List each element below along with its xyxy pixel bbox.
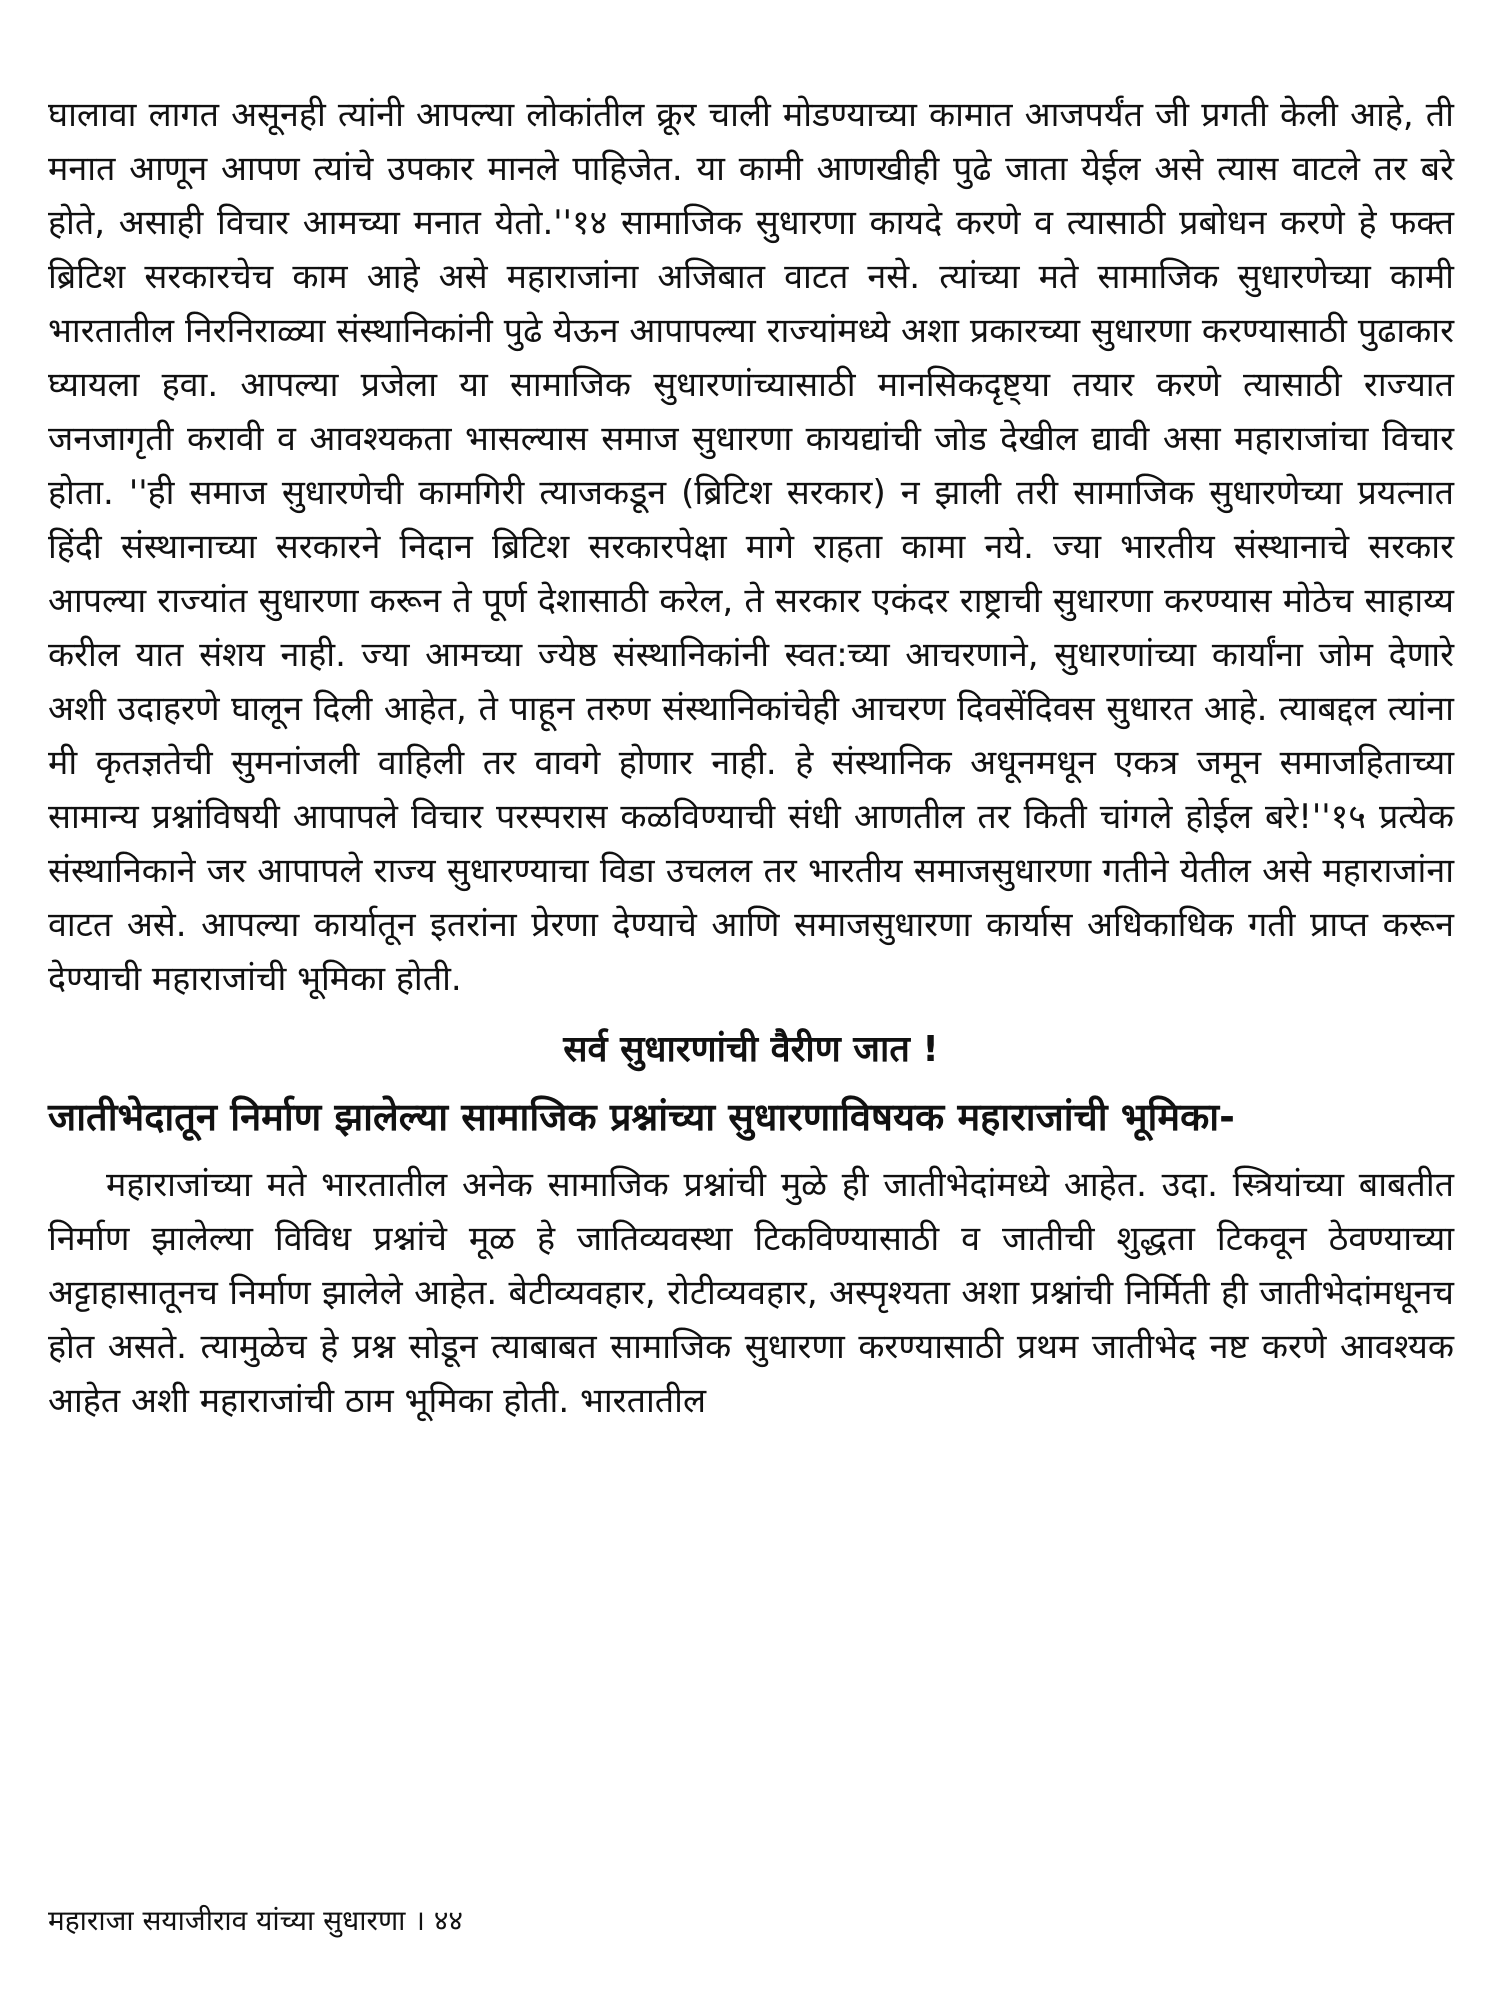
body-paragraph-1: घालावा लागत असूनही त्यांनी आपल्या लोकांतील क्रूर चाली मोडण्याच्या कामात आजपर्यंत जी प्रगती केली आहे, ती मनात आणून आपण त्यांचे उपकार मानले पाहिजेत. या कामी आणखीही पुढे जाता येईल असे त्यास वाटले तर बरे होते, असाही विचार आमच्या मनात येतो.''१४ सामाजिक सुधारणा कायदे करणे व त्यासाठी प्रबोधन करणे हे फक्त ब्रिटिश सरकारचेच काम आहे असे महाराजांना अजिबात वाटत नसे. त्यांच्या मते सामाजिक सुधारणेच्या कामी भारतातील निरनिराळ्या संस्थानिकांनी पुढे येऊन आपापल्या राज्यांमध्ये अशा प्रकारच्या सुधारणा करण्यासाठी पुढाकार घ्यायला हवा. आपल्या प्रजेला या सामाजिक सुधारणांच्यासाठी मानसिकदृष्ट्या तयार करणे त्यासाठी राज्यात जनजागृती करावी व आवश्यकता भासल्यास समाज सुधारणा कायद्यांची जोड देखील द्यावी असा महाराजांचा विचार होता. ''ही समाज सुधारणेची कामगिरी त्याजकडून (ब्रिटिश सरकार) न झाली तरी सामाजिक सुधारणेच्या प्रयत्नात हिंदी संस्थानाच्या सरकारने निदान ब्रिटिश सरकारपेक्षा मागे राहता कामा नये. ज्या भारतीय संस्थानाचे सरकार आपल्या राज्यांत सुधारणा करून ते पूर्ण देशासाठी करेल, ते सरकार एकंदर राष्ट्राची सुधारणा करण्यास मोठेच साहाय्य करील यात संशय नाही. ज्या आमच्या ज्येष्ठ संस्थानिकांनी स्वत:च्या आचरणाने, सुधारणांच्या कार्यांना जोम देणारे अशी उदाहरणे घालून दिली आहेत, ते पाहून तरुण संस्थानिकांचेही आचरण दिवसेंदिवस सुधारत आहे. त्याबद्दल त्यांना मी कृतज्ञतेची सुमनांजली वाहिली तर वावगे होणार नाही. हे संस्थानिक अधूनमधून एकत्र जमून समाजहिताच्या सामान्य प्रश्नांविषयी आपापले विचार परस्परास कळविण्याची संधी आणतील तर किती चांगले होईल बरे!''१५ प्रत्येक संस्थानिकाने जर आपापले राज्य सुधारण्याचा विडा उचलल तर भारतीय समाजसुधारणा गतीने येतील असे महाराजांना वाटत असे. आपल्या कार्यातून इतरांना प्रेरणा देण्याचे आणि समाजसुधारणा कार्यास अधिकाधिक गती प्राप्त करून देण्याची महाराजांची भूमिका होती. (48, 95, 1454, 999)
center-heading: सर्व सुधारणांची वैरीण जात ! (563, 1029, 939, 1070)
document-page (48, 88, 1454, 1968)
section-heading: जातीभेदातून निर्माण झालेल्या सामाजिक प्रश्नांच्या सुधारणाविषयक महाराजांची भूमिका- (48, 1095, 1235, 1139)
page-footer: महाराजा सयाजीराव यांच्या सुधारणा । ४४ (48, 1904, 463, 1937)
body-paragraph-2: महाराजांच्या मते भारतातील अनेक सामाजिक प्रश्नांची मुळे ही जातीभेदांमध्ये आहेत. उदा. स्त्रियांच्या बाबतीत निर्माण झालेल्या विविध प्रश्नांचे मूळ हे जातिव्यवस्था टिकविण्यासाठी व जातीची शुद्धता टिकवून ठेवण्याच्या अट्टाहासातूनच निर्माण झालेले आहेत. बेटीव्यवहार, रोटीव्यवहार, अस्पृश्यता अशा प्रश्नांची निर्मिती ही जातीभेदांमधूनच होत असते. त्यामुळेच हे प्रश्न सोडून त्याबाबत सामाजिक सुधारणा करण्यासाठी प्रथम जातीभेद नष्ट करणे आवश्यक आहेत अशी महाराजांची ठाम भूमिका होती. भारतातील (48, 1165, 1454, 1421)
